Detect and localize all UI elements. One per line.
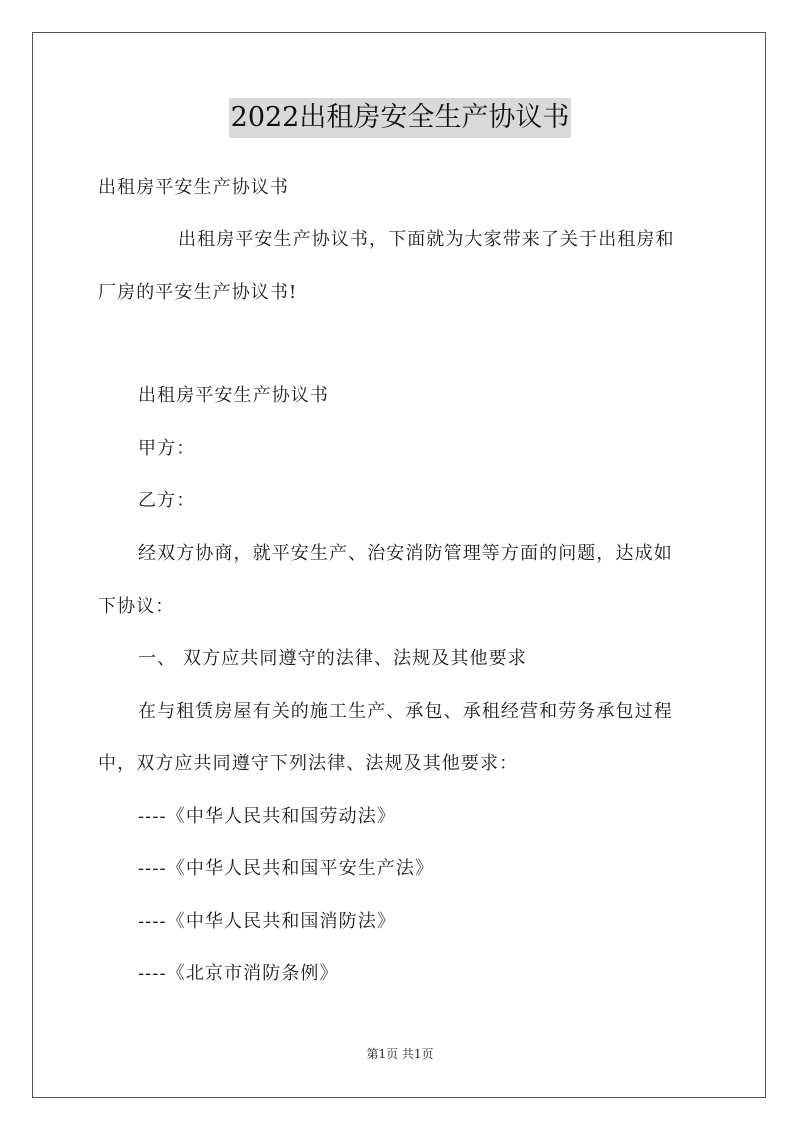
- paragraph-line-1: 经双方协商，就平安生产、治安消防管理等方面的问题，达成如: [138, 543, 673, 564]
- law-item-2: ----《中华人民共和国平安生产法》: [138, 858, 435, 879]
- section-one-heading: 一、 双方应共同遵守的法律、法规及其他要求: [138, 648, 527, 669]
- title-container: [0, 98, 800, 138]
- document-title: 2022出租房安全生产协议书: [229, 98, 572, 138]
- party-b-line: 乙方：: [138, 490, 196, 511]
- page-footer: 第1页 共1页: [366, 1047, 434, 1061]
- law-item-1: ----《中华人民共和国劳动法》: [138, 806, 396, 827]
- paragraph-line-2: 下协议：: [98, 596, 175, 617]
- paragraph-line-3: 在与租赁房屋有关的施工生产、承包、承租经营和劳务承包过程: [138, 701, 673, 722]
- subtitle-line: 出租房平安生产协议书: [98, 177, 289, 198]
- party-a-line: 甲方：: [138, 438, 196, 459]
- intro-line-2: 厂房的平安生产协议书!: [98, 282, 298, 303]
- intro-line-1: 出租房平安生产协议书，下面就为大家带来了关于出租房和: [178, 229, 675, 250]
- law-item-3: ----《中华人民共和国消防法》: [138, 911, 396, 932]
- law-item-4: ----《北京市消防条例》: [138, 963, 339, 984]
- paragraph-line-4: 中，双方应共同遵守下列法律、法规及其他要求：: [98, 753, 519, 774]
- agreement-heading: 出租房平安生产协议书: [138, 385, 329, 406]
